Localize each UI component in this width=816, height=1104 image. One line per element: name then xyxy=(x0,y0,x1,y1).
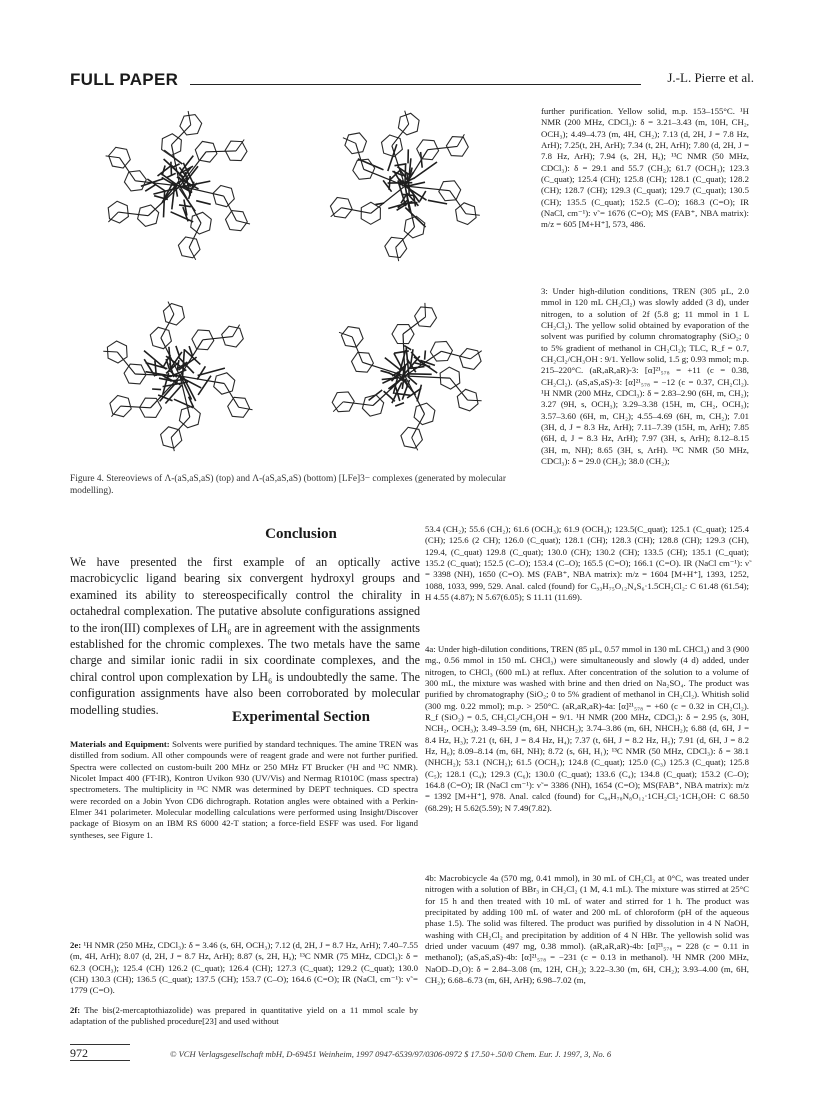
paragraph-2f-continued: further purification. Yellow solid, m.p. 153–155°C. ¹H NMR (200 MHz, CDCl₃): δ = 3.21–3.43 (m, 10H, CH₂, OCH₃); 4.49–4.73 (m, 4H, CH₂); 7.13 (d, 2H, J = 7.8 Hz, ArH); 7.25(t, 2H, ArH); 7.34 (t, 2H, ArH); 7.80 (d, 2H, J = 7.8 Hz, ArH); 7.94 (s, 2H, Hₐ); ¹³C NMR (50 MHz, CDCl₃): δ = 29.1 and 55.7 (CH₂); 61.7 (OCH₃); 123.3 (C_quat); 125.4 (CH); 125.8 (CH); 128.1 (C_quat); 128.2 (CH); 128.7 (CH); 129.3 (C_quat); 129.7 (C_quat); 130.5 (CH); 135.5 (C_quat); 152.5 (C–O); 168.3 (C=O); IR (NaCl, cm⁻¹): ν̃ = 1676 (C=O); MS (FAB⁺, NBA matrix): m/z = 605 [M+H⁺], 573, 486. xyxy=(541,106,749,230)
text-2f: The bis(2-mercaptothiazolide) was prepared in quantitative yield on a 11 mmol scale by adaptation of the published procedure[23] and used without xyxy=(70,1005,418,1027)
conclusion-text: We have presented the first example of an optically active macrobicyclic ligand bearing six convergent hydroxyl groups and examined its ability to stereospecifically control the chirality in octahedral complexation. The putative absolute configurations assigned to the iron(III) complexes of LH₆ are in agreement with the assignments established for the chromic complexes. The two metals have the same charge and similar ionic radii in six coordinate complexes, and the chiral control upon complexation by LH₆ is undoubtedly the same. The configuration assignments have also been corroborated by molecular modelling studies. xyxy=(70,555,420,717)
paragraph-4b: 4b: Macrobicycle 4a (570 mg, 0.41 mmol), in 30 mL of CH₂Cl₂ at 0°C, was treated under nitrogen with a solution of BBr₃ in CH₂Cl₂ (1 M, 4.1 mL). The mixture was stirred at 25°C for 15 h and then treated with 10 mL of water and stirred for 1 h. The product was precipitated by adding 100 mL of water and 200 mL of chloroform (pH of the aqueous phase 1.5). The solid was filtered. The product was purified by dissolution in 4 N NaOH, washing with CH₂Cl₂ and precipitation by addition of 4 N HBr. The yellowish solid was dried under vacuum (497 mg, 0.38 mmol). (aR,aR,aR)-4b: [α]²¹₅₇₈ = 228 (c = 0.11 in methanol); (aS,aS,aS)-4b: [α]²¹₅₇₈ = −231 (c = 0.13 in methanol). ¹H NMR (200 MHz, NaOD–D₂O): δ = 2.84–3.08 (m, 12H, CH₂); 3.22–3.30 (m, 6H, CH₂); 3.93–4.00 (m, 6H, CH₂); 6.68–6.73 (m, 6H, ArH); 6.98–7.02 (m, xyxy=(425,873,749,986)
paragraph-2e xyxy=(70,940,418,997)
experimental-heading: Experimental Section xyxy=(232,709,370,725)
molecule-top-right xyxy=(330,111,479,261)
molecule-top-left xyxy=(106,111,250,260)
molecule-bottom-right xyxy=(332,303,482,450)
footer-publication-line: © VCH Verlagsgesellschaft mbH, D-69451 Weinheim, 1997 0947-6539/97/0306-0972 $ 17.50+.50/0 Chem. Eur. J. 1997, 3, No. 6 xyxy=(170,1049,612,1059)
paragraph-2f xyxy=(70,1005,418,1028)
page-number: 972 xyxy=(70,1046,88,1060)
stereoview-figure xyxy=(70,96,524,468)
text-2e: ¹H NMR (250 MHz, CDCl₃): δ = 3.46 (s, 6H, OCH₃); 7.12 (d, 2H, J = 8.7 Hz, ArH); 7.40–7.55 (m, 4H, ArH); 8.07 (d, 2H, J = 8.7 Hz, ArH); 8.87 (s, 2H, Hₐ); ¹³C NMR (75 MHz, CDCl₃): δ = 62.3 (OCH₃); 125.4 (CH) 126.2 (C_quat); 126.4 (CH); 127.3 (C_quat); 129.2 (C_quat); 130.0 (CH) 130.3 (CH); 136.5 (C_quat); 137.5 (CH); 153.7 (C–O); 164.6 (C=O); IR (NaCl, cm⁻¹): ν̃ = 1779 (C=O). xyxy=(70,940,418,996)
paragraph-compound-3-continued: 53.4 (CH₂); 55.6 (CH₂); 61.6 (OCH₃); 61.9 (OCH₃); 123.5(C_quat); 125.1 (C_quat); 125.4 (CH); 125.6 (2 CH); 126.0 (C_quat); 128.1 (CH); 128.3 (CH); 128.8 (CH); 129.3 (CH), 129.4, (C_quat) 129.8 (C_quat); 130.0 (CH); 130.2 (CH); 133.5 (CH); 135.1 (C_quat); 135.2 (C_quat); 152.5 (C–O); 153.4 (C–O); 165.5 (C=O); 166.1 (C=O). IR (NaCl cm⁻¹): ν̃ = 3398 (NH), 1650 (C=O). MS (FAB⁺, NBA matrix): m/z = 1604 [M+H⁺], 1393, 1252, 1088, 1033, 999, 529. Anal. calcd (found) for C₉₃H₇₅O₁₂N₄S₆·1.5CH₂Cl₂: C 61.48 (61.54); H 4.55 (4.87); N 5.67(6.05); S 11.11 (11.69). xyxy=(425,524,749,603)
materials-label: Materials and Equipment: xyxy=(70,739,170,749)
conclusion-heading: Conclusion xyxy=(265,526,337,542)
header-rule xyxy=(190,84,641,85)
figure-caption: Figure 4. Stereoviews of Λ-(aS,aS,aS) (top) and Λ-(aS,aS,aS) (bottom) [LFe]3− complexes (generated by molecular modelling). xyxy=(70,474,506,496)
molecule-bottom-left xyxy=(103,302,252,452)
section-label: FULL PAPER xyxy=(70,70,179,89)
author-line: J.-L. Pierre et al. xyxy=(667,70,754,85)
footer-rule-lower xyxy=(70,1060,130,1061)
paragraph-compound-3: 3: Under high-dilution conditions, TREN (305 µL, 2.0 mmol in 120 mL CH₂Cl₂) was slowly added (3 d), under nitrogen, to a solution of 2f (5.8 g; 11 mmol in 1 L CH₂Cl₂). The yellow solid obtained by evaporation of the solvent was purified by column chromatography (SiO₂; 0 to 5% gradient of methanol in CH₂Cl₂); TLC, R_f = 0.7, CH₂Cl₂/CH₃OH : 9/1. Yellow solid, 1.5 g; 0.93 mmol; m.p. 215–220°C. (aR,aR,aR)-3: [α]²¹₅₇₈ = +11 (c = 0.38, CH₂Cl₂). (aS,aS,aS)-3: [α]²¹₅₇₈ = −12 (c = 0.37, CH₂Cl₂). ¹H NMR (200 MHz, CDCl₃): δ = 2.83–2.90 (6H, m, CH₂); 3.27 (9H, s, OCH₃); 3.29–3.38 (15H, m, CH₂, OCH₃); 3.57–3.60 (6H, m, CH₂); 4.55–4.69 (6H, m, CH₂); 7.01 (3H, d, J = 8.3 Hz, ArH); 7.11–7.39 (15H, m, ArH); 7.85 (6H, d, J = 8.3 Hz, ArH); 7.97 (3H, s, ArH); 8.12–8.15 (3H, m, NH); 8.65 (3H, s, ArH). ¹³C NMR (50 MHz, CDCl₃): δ = 29.0 (CH₂); 38.0 (CH₂); xyxy=(541,286,749,467)
label-2e: 2e: xyxy=(70,940,82,950)
paragraph-4a: 4a: Under high-dilution conditions, TREN (85 µL, 0.57 mmol in 130 mL CHCl₃) and 3 (900 mg., 0.56 mmol in 150 mL CHCl₃) were simultaneously and slowly (4 d) added, under nitrogen, to CHCl₃ (600 mL) at reflux. After concentration of the solution to a volume of 300 mL, the mixture was washed with brine and then dried on Na₂SO₄. The product was purified by chromatography (SiO₂; 0 to 5% gradient of methanol in CH₂Cl₂). Whitish solid (300 mg. 0.22 mmol); m.p. > 250°C. (aR,aR,aR)-4a: [α]²¹₅₇₈ = +60 (c = 0.32 in CH₂Cl₂). R_f (SiO₂) = 0.5, CH₂Cl₂/CH₃OH = 9/1. ¹H NMR (200 MHz, CDCl₃): δ = 2.95 (s, 30H, NCH₂, OCH₃); 3.49–3.59 (m, 6H, NHCH₂); 3.74–3.86 (m, 6H, NHCH₂); 6.88 (d, 6H, J = 8.4 Hz, H₃); 7.21 (t, 6H, J = 8.4 Hz, H₄); 7.37 (t, 6H, J = 8.2 Hz, H₅); 7.91 (d, 6H, J = 8.2 Hz, H₆); 8.09–8.14 (m, 6H, NH); 8.72 (s, 6H, H₁); ¹³C NMR (50 MHz, CDCl₃): δ = 38.1 (NHCH₂); 53.1 (NCH₂); 61.5 (OCH₃); 124.8 (C_quat); 125.0 (C₃) 125.3 (C_quat); 125.8 (C₅); 128.1 (C₄); 129.3 (C₆); 130.0 (C_quat); 133.6 (C₄); 134.8 (C_quat); 153.2 (C–O); 164.8 (C=O); IR (NaCl cm⁻¹): ν̃ = 3386 (NH), 1654 (C=O); MS(FAB⁺, NBA matrix): m/z = 1392 [M+H⁺], 978. Anal. calcd (found) for C₈₄H₇₈N₈O₁₂·1CH₂Cl₂·1CH₃OH: C 68.50 (68.29); H 5.62(5.59); N 7.49(7.82). xyxy=(425,644,749,813)
materials-text: Solvents were purified by standard techniques. The amine TREN was distilled from sodium. All other compounds were of reagent grade and were not further purified. Spectra were collected on custom-built 200 MHz or 250 MHz FT Brucker (¹H and ¹³C NMR). Nicolet Impact 400 (FT-IR), Kontron Uvikon 930 (UV/Vis) and Nermag R1010C (mass spectra) spectrometers. The multiplicity in ¹³C NMR was determined by DEPT techniques. CD spectra were recorded on a Jobin Yvon CD6 dichrograph. Rotation angles were obtained with a Perkin-Elmer 341 polarimeter. Molecular modelling calculations were performed using Insight/Discover package of Biosym on an IBM RS 6000 42-T station; a force-field ESFF was used. For ligand syntheses, see Figure 1. xyxy=(70,739,418,840)
molecular-model-drawing xyxy=(70,96,524,468)
label-2f: 2f: xyxy=(70,1005,81,1015)
materials-paragraph xyxy=(70,739,418,841)
footer-rule xyxy=(70,1044,130,1045)
